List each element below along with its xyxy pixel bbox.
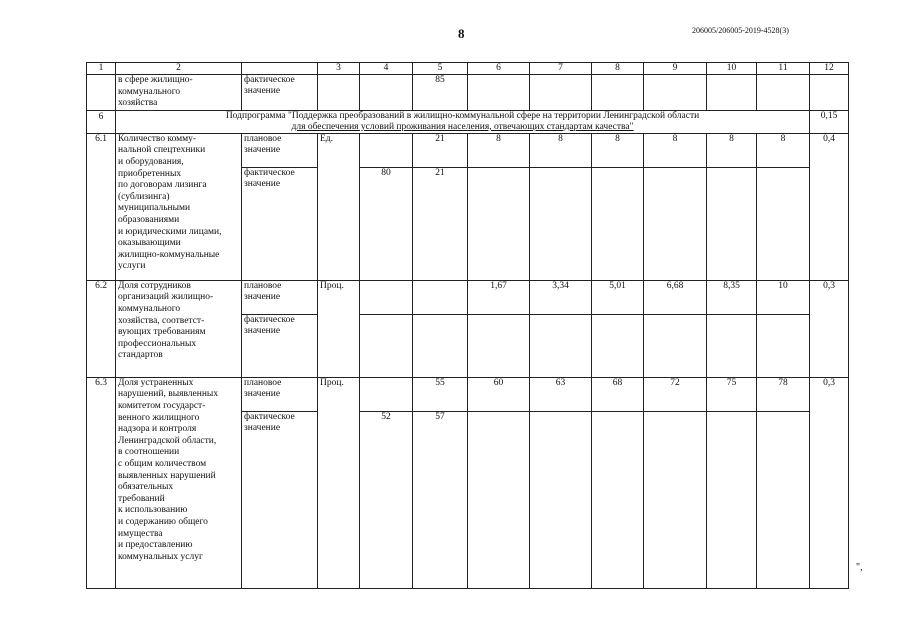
value-cell [707, 411, 757, 588]
value-cell: 75 [707, 377, 757, 411]
column-number-header: 9 [644, 63, 707, 75]
weight-cell: 0,3 [810, 377, 849, 588]
column-number-header: 11 [757, 63, 810, 75]
value-cell [530, 411, 592, 588]
value-cell: 5,01 [592, 280, 644, 314]
value-cell: 8 [468, 133, 530, 167]
value-cell [644, 75, 707, 111]
value-cell: 1,67 [468, 280, 530, 314]
value-cell [707, 167, 757, 280]
value-cell [757, 167, 810, 280]
value-type-cell: фактическое значение [242, 411, 318, 588]
value-cell: 68 [592, 377, 644, 411]
value-cell: 52 [360, 411, 413, 588]
column-number-header: 1 [87, 63, 116, 75]
indicator-name-cell: Количество комму- нальной спецтехники и оборудования, приобретенных по договорам лизинга (сублизинга) муниципальными образованиями и юридическими лицами, оказывающими жилищно-коммунальные услуги [116, 133, 242, 280]
column-number-header: 12 [810, 63, 849, 75]
indicator-plan-row [87, 377, 849, 411]
subprogram-title-line-2: для обеспечения условий проживания населения, отвечающих стандартам качества" [291, 121, 634, 132]
value-cell: 8 [530, 133, 592, 167]
row-number-cell: 6 [87, 110, 116, 133]
value-cell: 55 [413, 377, 468, 411]
page-number: 8 [458, 26, 465, 41]
unit-cell: Ед. [318, 133, 360, 280]
value-cell [360, 314, 413, 377]
value-cell: 8 [757, 133, 810, 167]
value-cell: 80 [360, 167, 413, 280]
value-cell [468, 314, 530, 377]
value-cell [592, 411, 644, 588]
value-type-cell: плановое значение [242, 377, 318, 411]
unit-cell: Проц. [318, 280, 360, 377]
value-cell [592, 314, 644, 377]
column-number-header: 2 [116, 63, 242, 75]
value-cell: 78 [757, 377, 810, 411]
value-cell [707, 75, 757, 111]
column-number-header [242, 63, 318, 75]
column-number-header: 3 [318, 63, 360, 75]
value-cell: 72 [644, 377, 707, 411]
value-cell [707, 314, 757, 377]
column-number-header: 6 [468, 63, 530, 75]
value-cell [468, 75, 530, 111]
value-cell: 6,68 [644, 280, 707, 314]
row-number-cell: 6.2 [87, 280, 116, 377]
indicator-plan-row [87, 133, 849, 167]
table-row [87, 75, 849, 111]
value-cell: 3,34 [530, 280, 592, 314]
value-cell: 8 [644, 133, 707, 167]
row-number-cell: 6.3 [87, 377, 116, 588]
indicator-name-cell: Доля устраненных нарушений, выявленных комитетом государст- венного жилищного надзора и контроля Ленинградской области, в соотношении с общим количеством выявленных нарушений обязательных требований к использованию и содержанию общего имущества и предоставлению коммунальных услуг [116, 377, 242, 588]
value-cell [468, 411, 530, 588]
value-type-cell: фактическое значение [242, 167, 318, 280]
value-cell: 8,35 [707, 280, 757, 314]
value-type-cell: фактическое значение [242, 314, 318, 377]
column-number-header: 10 [707, 63, 757, 75]
subprogram-title-cell [116, 110, 810, 133]
value-cell: 57 [413, 411, 468, 588]
indicator-name-cell: Доля сотрудников организаций жилищно- коммунального хозяйства, соответст- вующих требованиям профессиональных стандартов [116, 280, 242, 377]
value-cell: 85 [413, 75, 468, 111]
value-cell: 8 [592, 133, 644, 167]
row-number-cell: 6.1 [87, 133, 116, 280]
column-number-header: 8 [592, 63, 644, 75]
value-cell [530, 167, 592, 280]
value-cell [360, 280, 413, 314]
value-cell [360, 133, 413, 167]
document-code: 206005/206005-2019-4528(3) [692, 26, 789, 35]
value-cell: 21 [413, 133, 468, 167]
value-cell: 8 [707, 133, 757, 167]
column-number-header: 5 [413, 63, 468, 75]
value-cell [530, 75, 592, 111]
indicator-plan-row [87, 280, 849, 314]
column-number-header: 4 [360, 63, 413, 75]
closing-quote-mark: ", [856, 562, 863, 573]
weight-cell: 0,15 [810, 110, 849, 133]
indicators-table [86, 62, 849, 589]
header-row [87, 63, 849, 75]
value-cell: 21 [413, 167, 468, 280]
subprogram-row [87, 110, 849, 133]
unit-cell [318, 75, 360, 111]
value-cell [530, 314, 592, 377]
value-cell [757, 411, 810, 588]
value-cell [592, 75, 644, 111]
indicator-name-cell: в сфере жилищно- коммунального хозяйства [116, 75, 242, 111]
value-cell: 60 [468, 377, 530, 411]
row-number-cell [87, 75, 116, 111]
weight-cell [810, 75, 849, 111]
weight-cell: 0,3 [810, 280, 849, 377]
value-type-cell: фактическое значение [242, 75, 318, 111]
weight-cell: 0,4 [810, 133, 849, 280]
value-cell [360, 75, 413, 111]
value-cell [644, 167, 707, 280]
value-cell [757, 314, 810, 377]
value-cell [413, 314, 468, 377]
value-type-cell: плановое значение [242, 133, 318, 167]
unit-cell: Проц. [318, 377, 360, 588]
value-cell: 63 [530, 377, 592, 411]
value-type-cell: плановое значение [242, 280, 318, 314]
value-cell [592, 167, 644, 280]
value-cell: 10 [757, 280, 810, 314]
column-number-header: 7 [530, 63, 592, 75]
value-cell [757, 75, 810, 111]
value-cell [360, 377, 413, 411]
value-cell [413, 280, 468, 314]
subprogram-title-line-1: Подпрограмма "Поддержка преобразований в жилищно-коммунальной сфере на территории Ленинградской области [225, 110, 700, 121]
value-cell [644, 314, 707, 377]
value-cell [644, 411, 707, 588]
value-cell [468, 167, 530, 280]
